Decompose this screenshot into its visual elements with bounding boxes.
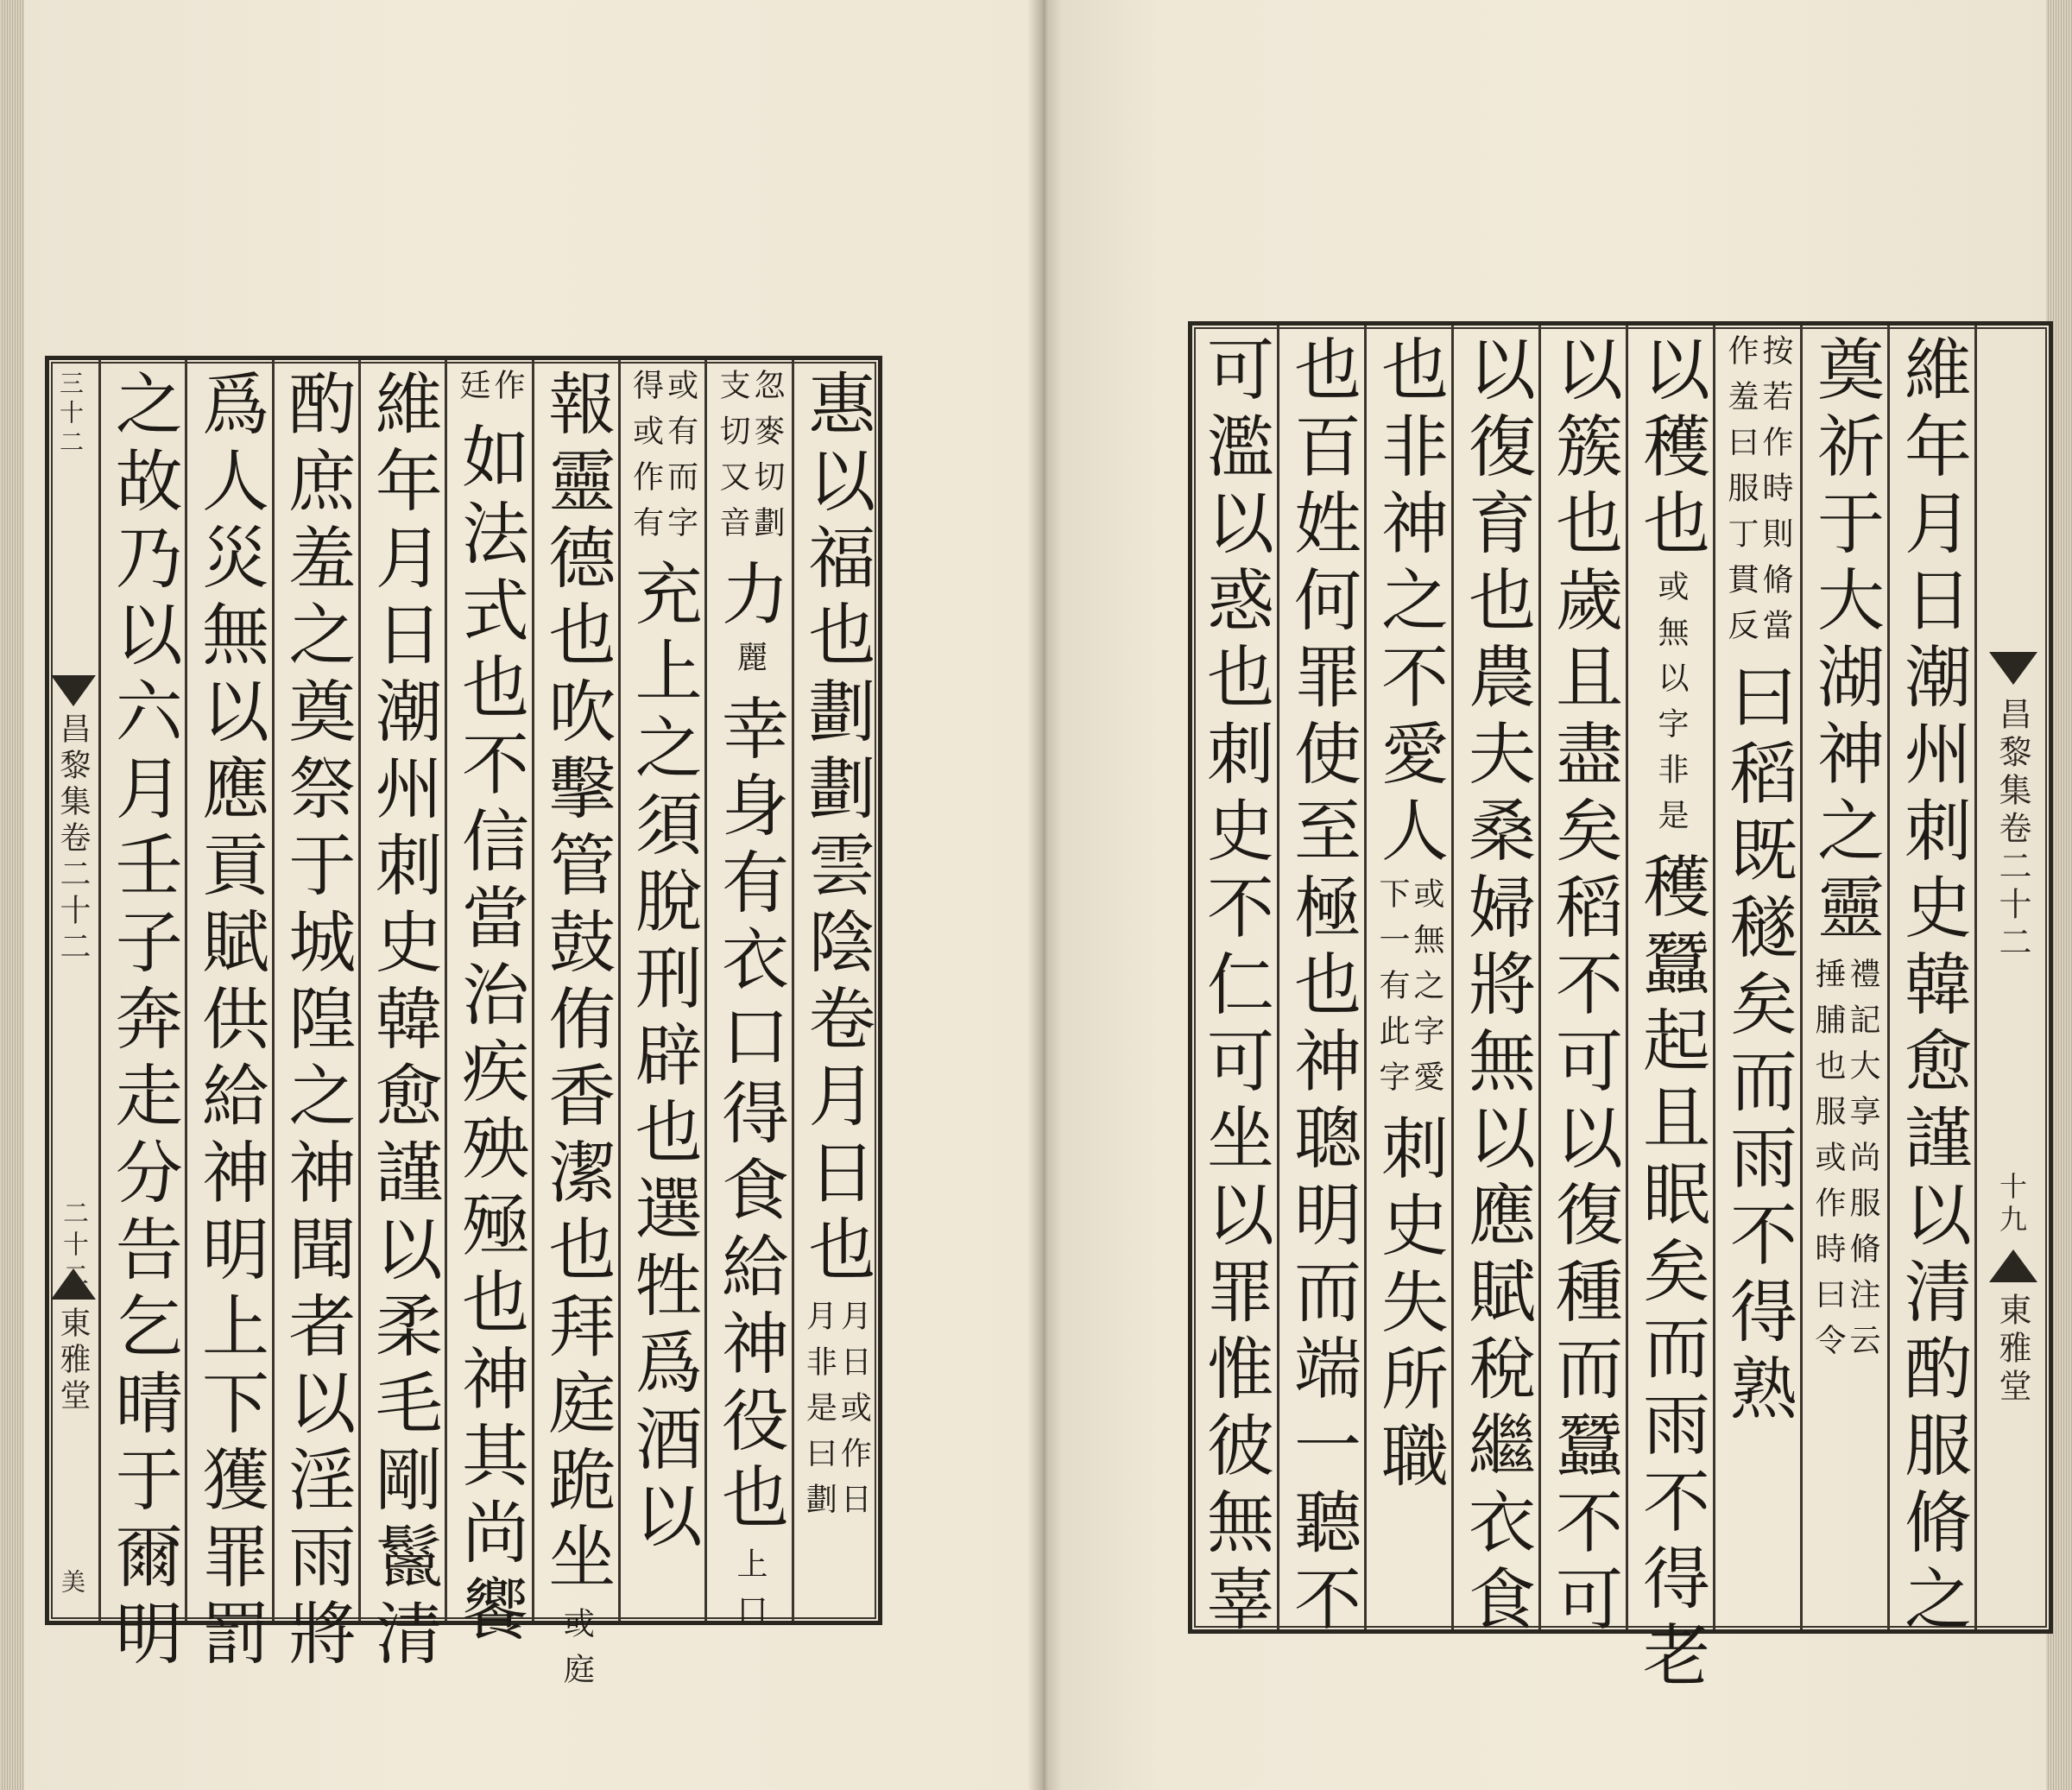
left-corner-mark: 美 (58, 1569, 86, 1598)
annotation-line: 或有而字 (662, 369, 698, 552)
text-column (532, 360, 618, 1698)
text-column (1192, 326, 1277, 1641)
column-main-text: 之故乃以六月壬子奔走分告乞晴于爾明 (104, 369, 182, 1675)
column-main-text: 刺史失所職 (1370, 1113, 1448, 1497)
column-main-text: 報靈德也吹擊管鼓侑香潔也拜庭跪坐 (537, 369, 616, 1598)
right-running-title: 昌黎集卷二十二 (1993, 697, 2031, 963)
annotation-line: 麗 (732, 641, 768, 686)
annotation-pair (1376, 877, 1442, 1106)
column-main-text: 充上之須脫刑辟也選牲爲酒以 (623, 559, 702, 1558)
right-text-columns (1192, 326, 1974, 1697)
annotation-line: 上口 (732, 1547, 768, 1639)
column-main-text: 也非神之不愛人 (1370, 334, 1448, 872)
right-publisher-name: 東雅堂 (1993, 1293, 2031, 1407)
annotation-pair (1653, 570, 1689, 844)
fish-tail-mark-lower-icon (51, 1268, 96, 1300)
text-column (792, 360, 878, 1621)
column-main-text: 力 (711, 559, 788, 636)
annotation-pair (1812, 958, 1878, 1369)
annotation-pair (732, 1547, 768, 1639)
annotation-line: 或無之字愛 (1409, 877, 1444, 1106)
text-column (1538, 326, 1626, 1641)
left-folio-number: 三十二 (56, 370, 85, 459)
left-publisher-name: 東雅堂 (55, 1306, 91, 1415)
text-column (1451, 326, 1538, 1641)
text-column (704, 360, 791, 1639)
column-main-text: 以穫也 (1632, 334, 1709, 565)
column-main-text: 奠祈于大湖神之靈 (1806, 334, 1884, 949)
annotation-line: 作 (490, 369, 526, 414)
column-main-text: 也百姓何罪使至極也神聰明而端一聽不 (1283, 334, 1361, 1641)
column-main-text: 可濫以惑也刺史不仁可坐以罪惟彼無辜 (1196, 334, 1273, 1641)
text-column (185, 360, 271, 1675)
text-column (618, 360, 704, 1621)
column-main-text: 維年月日潮州刺史韓愈謹以清酌服脩之 (1893, 334, 1971, 1641)
book-gutter (1027, 0, 1062, 1790)
column-main-text: 維年月日潮州刺史韓愈謹以柔毛剛鬣清 (363, 369, 442, 1675)
column-main-text: 穫蠶起且眠矣而雨不得老 (1632, 851, 1709, 1697)
column-main-text: 以復育也農夫桑婦將無以應賦稅繼衣食 (1457, 334, 1535, 1641)
annotation-line: 月非是曰劃 (801, 1300, 837, 1528)
annotation-pair (801, 1300, 872, 1528)
annotation-line: 捶脯也服或作時曰令 (1810, 958, 1846, 1369)
annotation-line: 下一有此字 (1374, 877, 1410, 1106)
right-text-frame (1188, 321, 2053, 1697)
left-text-frame (45, 356, 882, 1698)
annotation-pair (715, 369, 785, 552)
annotation-line: 或無以字非是 (1653, 570, 1689, 844)
column-main-text: 惠以福也劃劃雲陰卷月日也 (797, 369, 875, 1291)
annotation-line: 得或作有 (628, 369, 664, 552)
right-margin-strip (1974, 326, 2049, 1629)
left-text-columns (101, 360, 878, 1698)
column-main-text: 幸身有衣口得食給神役也 (711, 693, 788, 1539)
left-page-edges (0, 0, 26, 1790)
column-main-text: 曰稻既穟矣而雨不得熟 (1719, 661, 1797, 1430)
annotation-line: 按若作時則脩當 (1758, 334, 1793, 655)
left-margin-strip (49, 360, 101, 1621)
annotation-line: 月日或作日 (836, 1300, 872, 1528)
text-column (358, 360, 445, 1675)
annotation-pair (455, 369, 526, 414)
text-column (272, 360, 358, 1675)
annotation-line: 廷 (455, 369, 491, 414)
annotation-line: 或庭 (559, 1607, 595, 1698)
text-column (1713, 326, 1800, 1629)
right-sheet-number: 十九 (1995, 1172, 2028, 1237)
text-column (1887, 326, 1974, 1641)
annotation-pair (630, 369, 696, 552)
text-column (1277, 326, 1364, 1641)
text-column (101, 360, 185, 1675)
annotation-pair (559, 1607, 595, 1698)
fish-tail-mark-icon (51, 675, 96, 706)
text-column (445, 360, 531, 1651)
column-main-text: 酌庶羞之奠祭于城隍之神聞者以淫雨將 (277, 369, 356, 1675)
left-sheet-number: 二十二 (58, 1199, 88, 1293)
left-running-title: 昌黎集卷二十二 (55, 712, 91, 966)
annotation-pair (1725, 334, 1791, 655)
annotation-line: 作羞曰服丁貫反 (1723, 334, 1759, 655)
text-column (1626, 326, 1713, 1697)
text-column (1800, 326, 1887, 1629)
column-main-text: 爲人災無以應貢賦供給神明上下獲罪罰 (191, 369, 269, 1675)
column-main-text: 以簇也歲且盡矣稻不可以復種而蠶不可 (1545, 334, 1622, 1641)
column-main-text: 如法式也不信當治疾殃殛也神其尚饗 (451, 421, 529, 1651)
fish-tail-mark-icon (1989, 652, 2037, 685)
annotation-pair (732, 641, 768, 686)
text-column (1364, 326, 1451, 1629)
annotation-line: 支切又音 (715, 369, 750, 552)
annotation-line: 禮記大享尚服脩注云 (1845, 958, 1880, 1369)
annotation-line: 忽麥切劃 (749, 369, 785, 552)
fish-tail-mark-lower-icon (1989, 1249, 2037, 1282)
